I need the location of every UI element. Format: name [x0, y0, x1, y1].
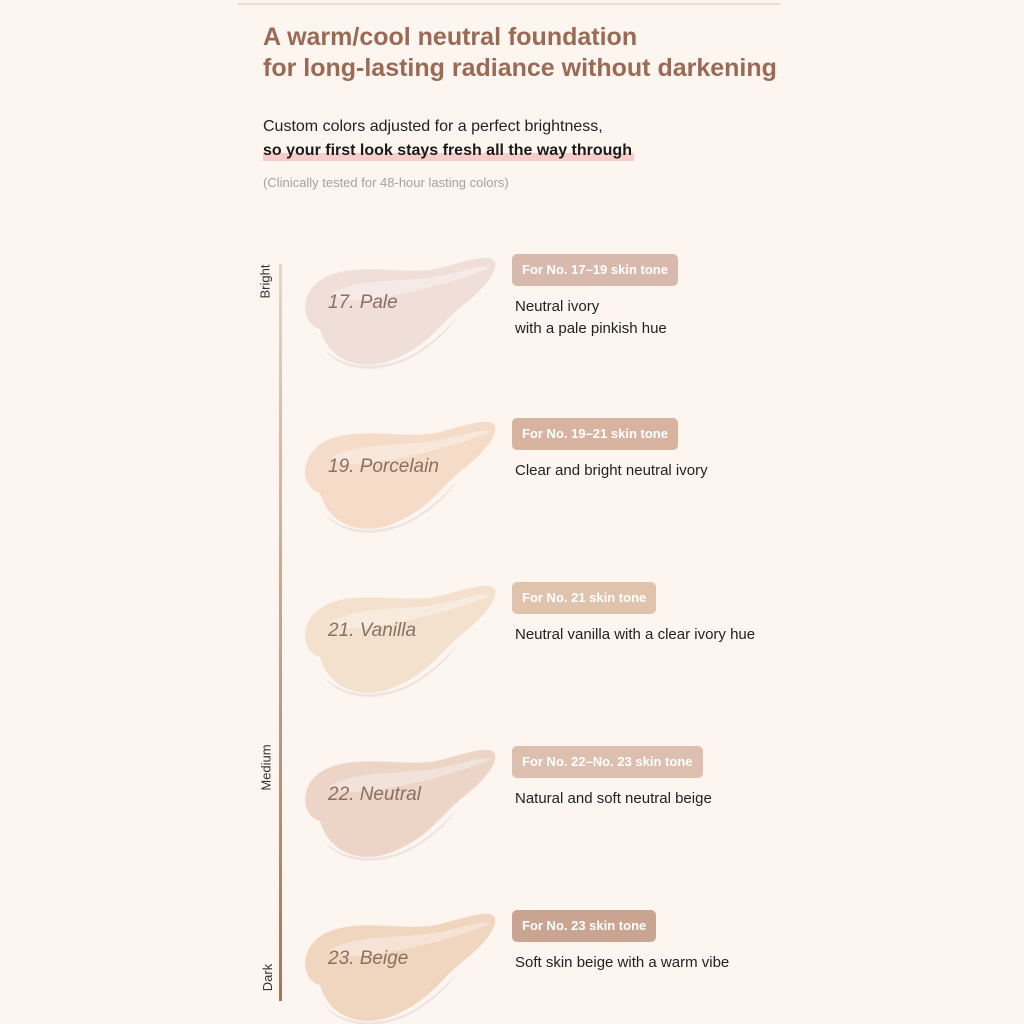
description-line: Clear and bright neutral ivory: [515, 462, 708, 479]
intro-text: [263, 115, 634, 163]
skin-tone-badge: For No. 19–21 skin tone: [512, 418, 678, 450]
shade-description: [515, 624, 755, 646]
intro-line-1: Custom colors adjusted for a perfect brightness,: [263, 118, 603, 135]
shade-swatch: [290, 418, 510, 548]
description-line: Natural and soft neutral beige: [515, 790, 712, 807]
skin-tone-badge: For No. 17–19 skin tone: [512, 254, 678, 286]
scale-label-bright: Bright: [257, 264, 273, 299]
description-line: Soft skin beige with a warm vibe: [515, 954, 730, 971]
shade-item: [290, 746, 760, 886]
shade-name: 22. Neutral: [328, 784, 421, 805]
description-line: Neutral vanilla with a clear ivory hue: [515, 626, 756, 643]
shade-swatch: [290, 746, 510, 876]
shade-swatch: [290, 254, 510, 384]
foundation-smear: [290, 746, 510, 876]
skin-tone-badge: For No. 23 skin tone: [512, 910, 656, 942]
shade-name: 17. Pale: [328, 292, 398, 313]
shade-item: [290, 910, 760, 1024]
shade-swatch: [290, 582, 510, 712]
shade-item: [290, 418, 760, 558]
shade-name: 23. Beige: [328, 948, 409, 969]
foundation-smear: [290, 418, 510, 548]
shade-description: [515, 296, 667, 340]
top-divider: [238, 3, 780, 5]
shade-description: [515, 788, 712, 810]
shade-name: 21. Vanilla: [328, 620, 417, 641]
shade-description: [515, 952, 729, 974]
shade-description: [515, 460, 708, 482]
foundation-smear: [290, 582, 510, 712]
headline-line-2: for long-lasting radiance without darkening: [263, 54, 777, 82]
skin-tone-badge: For No. 21 skin tone: [512, 582, 656, 614]
shade-item: [290, 254, 760, 394]
headline-line-1: A warm/cool neutral foundation: [263, 23, 638, 51]
foundation-smear: [290, 254, 510, 384]
clinical-note: (Clinically tested for 48-hour lasting colors): [263, 175, 509, 190]
headline: [263, 22, 903, 84]
description-line: Neutral ivory: [515, 298, 600, 315]
shade-name: 19. Porcelain: [328, 456, 439, 477]
scale-label-medium: Medium: [258, 744, 274, 791]
description-line: with a pale pinkish hue: [515, 320, 667, 337]
shade-item: [290, 582, 760, 722]
intro-highlight-line: so your first look stays fresh all the way through: [263, 139, 634, 163]
brightness-scale-bar: [279, 264, 282, 1001]
scale-label-dark: Dark: [260, 963, 276, 992]
skin-tone-badge: For No. 22–No. 23 skin tone: [512, 746, 703, 778]
